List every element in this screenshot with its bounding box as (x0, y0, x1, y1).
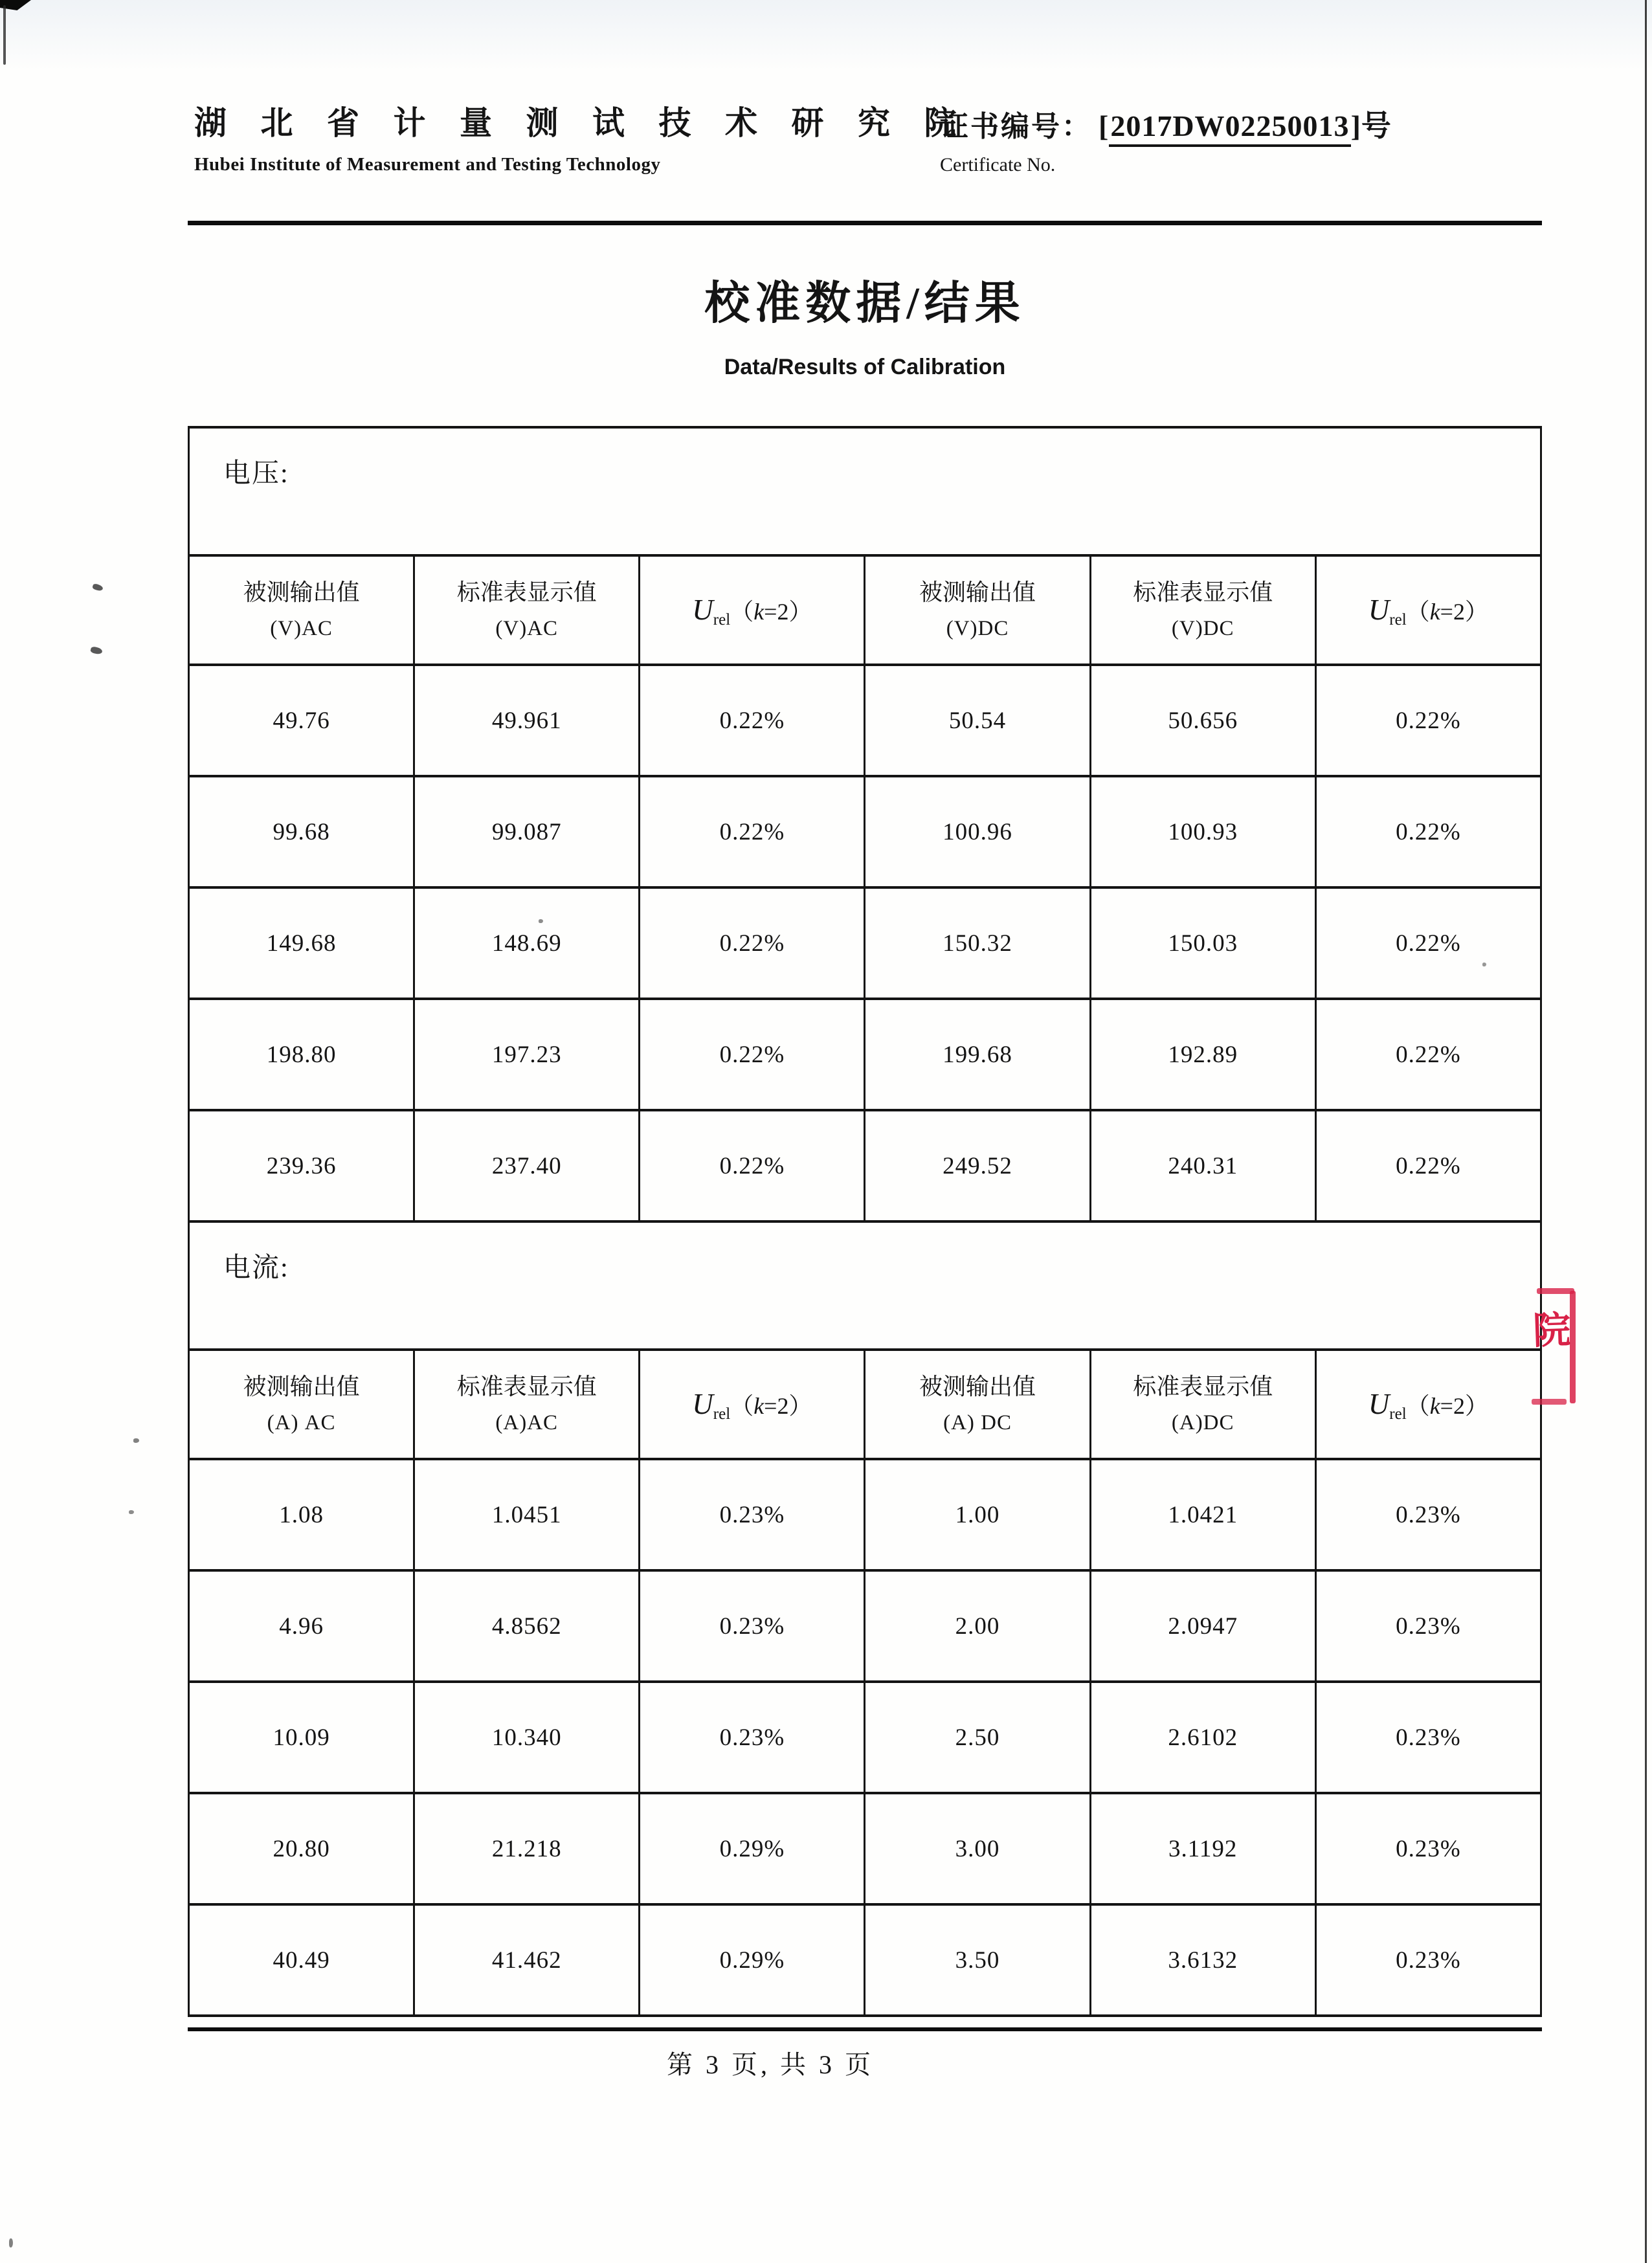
data-cell: 50.656 (1090, 665, 1315, 776)
data-cell: 249.52 (865, 1110, 1090, 1221)
data-cell: 0.22% (640, 665, 865, 776)
scan-speck (133, 1438, 139, 1443)
section-row-voltage (189, 427, 1541, 555)
page-subtitle: Data/Results of Calibration (724, 355, 1006, 379)
current-header-row (189, 1350, 1541, 1459)
data-cell: 4.96 (189, 1570, 414, 1682)
data-cell: 239.36 (189, 1110, 414, 1221)
data-cell: 197.23 (414, 999, 640, 1110)
certificate-label-cn: 证书编号： (940, 111, 1092, 142)
table-row (189, 1793, 1541, 1904)
seal-border-bottom (1532, 1399, 1567, 1405)
data-cell: 1.0451 (414, 1459, 640, 1570)
data-cell: 149.68 (189, 887, 414, 999)
certificate-number-block (940, 102, 1392, 176)
data-cell: 0.22% (1315, 887, 1541, 999)
scan-edge-artifact (3, 5, 6, 65)
data-cell: 49.76 (189, 665, 414, 776)
data-cell: 41.462 (414, 1904, 640, 2016)
column-header: 标准表显示值 (V)AC (414, 555, 640, 665)
red-seal-stamp (1532, 1288, 1576, 1405)
institute-name-en: Hubei Institute of Measurement and Testing Technology (194, 154, 661, 175)
data-cell: 2.0947 (1090, 1570, 1315, 1682)
data-cell: 3.1192 (1090, 1793, 1315, 1904)
scan-page-edge-line (1645, 0, 1647, 2263)
data-cell: 0.22% (1315, 1110, 1541, 1221)
data-cell: 0.23% (1315, 1793, 1541, 1904)
data-cell: 0.22% (640, 887, 865, 999)
column-header-urel: $U_{rel}(k=2)$ (1315, 1350, 1541, 1459)
seal-character: 院 (1532, 1309, 1572, 1352)
data-cell: 0.22% (640, 776, 865, 887)
data-cell: 199.68 (865, 999, 1090, 1110)
column-header: 被测输出值 (V)DC (865, 555, 1090, 665)
data-cell: 4.8562 (414, 1570, 640, 1682)
institute-name-cn: 湖 北 省 计 量 测 试 技 术 研 究 院 (194, 105, 970, 141)
data-cell: 3.6132 (1090, 1904, 1315, 2016)
section-label-current: 电流: (189, 1221, 1541, 1350)
column-header: 被测输出值 (A) DC (865, 1350, 1090, 1459)
data-cell: 0.23% (1315, 1682, 1541, 1793)
column-header: 被测输出值 (V)AC (189, 555, 414, 665)
column-header: 标准表显示值 (A)AC (414, 1350, 640, 1459)
data-cell: 99.087 (414, 776, 640, 887)
data-cell: 0.23% (640, 1570, 865, 1682)
scan-speck (9, 2238, 13, 2247)
table-row (189, 1459, 1541, 1570)
page-title: 校准数据/结果 (704, 279, 1025, 329)
data-cell: 198.80 (189, 999, 414, 1110)
data-cell: 150.03 (1090, 887, 1315, 999)
certificate-label-en: Certificate No. (940, 154, 1056, 175)
data-cell: 0.23% (1315, 1459, 1541, 1570)
table-row (189, 1110, 1541, 1221)
data-cell: 0.22% (640, 999, 865, 1110)
data-cell: 0.22% (1315, 665, 1541, 776)
data-cell: 237.40 (414, 1110, 640, 1221)
column-header-urel: $U_{rel}(k=2)$ (1315, 555, 1541, 665)
header-divider-rule (188, 221, 1542, 225)
column-header: 被测输出值 (A) AC (189, 1350, 414, 1459)
data-cell: 0.23% (640, 1459, 865, 1570)
data-cell: 40.49 (189, 1904, 414, 2016)
data-cell: 148.69 (414, 887, 640, 999)
column-header-urel: $U_{rel}(k=2)$ (640, 555, 865, 665)
certificate-number-value: 2017DW02250013 (1109, 109, 1350, 147)
scan-speck (129, 1510, 134, 1514)
voltage-header-row (189, 555, 1541, 665)
data-cell: 20.80 (189, 1793, 414, 1904)
certificate-number: [2017DW02250013]号 (1099, 102, 1392, 145)
data-cell: 2.50 (865, 1682, 1090, 1793)
data-cell: 100.93 (1090, 776, 1315, 887)
data-cell: 0.22% (1315, 999, 1541, 1110)
column-header: 标准表显示值 (V)DC (1090, 555, 1315, 665)
data-cell: 10.09 (189, 1682, 414, 1793)
data-cell: 3.00 (865, 1793, 1090, 1904)
footer-divider-rule (188, 2027, 1542, 2031)
table-row (189, 887, 1541, 999)
column-header-urel: $U_{rel}(k=2)$ (640, 1350, 865, 1459)
data-cell: 0.23% (1315, 1570, 1541, 1682)
data-cell: 21.218 (414, 1793, 640, 1904)
data-cell: 100.96 (865, 776, 1090, 887)
data-cell: 150.32 (865, 887, 1090, 999)
data-cell: 2.00 (865, 1570, 1090, 1682)
data-cell: 0.23% (1315, 1904, 1541, 2016)
data-cell: 0.22% (640, 1110, 865, 1221)
table-row (189, 1682, 1541, 1793)
data-cell: 99.68 (189, 776, 414, 887)
seal-border-top (1537, 1288, 1574, 1294)
scan-speck (90, 646, 103, 655)
data-cell: 0.29% (640, 1904, 865, 2016)
data-cell: 3.50 (865, 1904, 1090, 2016)
section-row-current (189, 1221, 1541, 1350)
data-cell: 49.961 (414, 665, 640, 776)
scan-speck (92, 583, 104, 592)
data-cell: 1.00 (865, 1459, 1090, 1570)
section-label-voltage: 电压: (189, 427, 1541, 555)
institute-header (194, 97, 970, 175)
table-row (189, 1904, 1541, 2016)
table-row (189, 665, 1541, 776)
data-cell: 2.6102 (1090, 1682, 1315, 1793)
scan-streak-artifact (0, 0, 1652, 84)
page-number: 第 3 页, 共 3 页 (667, 2050, 874, 2079)
data-cell: 240.31 (1090, 1110, 1315, 1221)
data-cell: 0.29% (640, 1793, 865, 1904)
table-row (189, 999, 1541, 1110)
column-header: 标准表显示值 (A)DC (1090, 1350, 1315, 1459)
table-row (189, 1570, 1541, 1682)
data-cell: 0.23% (640, 1682, 865, 1793)
calibration-table (188, 426, 1542, 2017)
data-cell: 50.54 (865, 665, 1090, 776)
data-cell: 1.08 (189, 1459, 414, 1570)
data-cell: 0.22% (1315, 776, 1541, 887)
data-cell: 192.89 (1090, 999, 1315, 1110)
data-cell: 1.0421 (1090, 1459, 1315, 1570)
table-row (189, 776, 1541, 887)
data-cell: 10.340 (414, 1682, 640, 1793)
